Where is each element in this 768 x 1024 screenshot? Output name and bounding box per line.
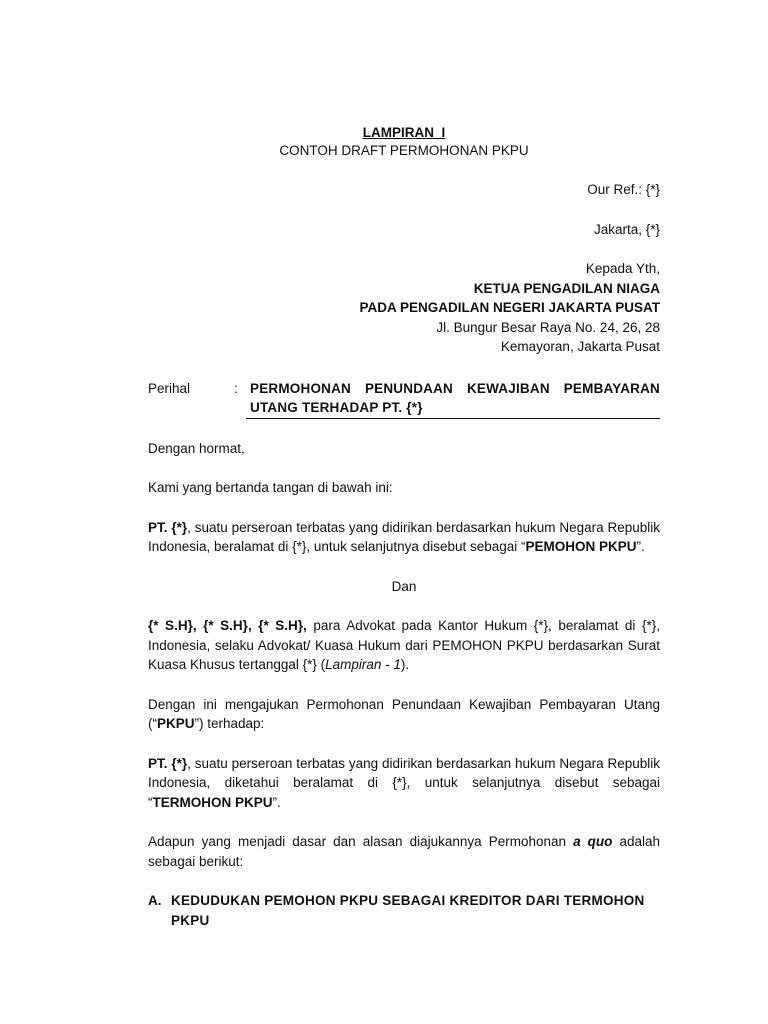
place-date: Jakarta, {*} (593, 221, 660, 237)
mengajukan-term: PKPU (157, 716, 195, 731)
document-page (148, 124, 660, 931)
greeting: Dengan hormat, (148, 440, 245, 456)
document-subtitle: CONTOH DRAFT PERMOHONAN PKPU (279, 143, 529, 158)
pemohon-name: PT. {*} (148, 519, 188, 535)
intro-paragraph: Kami yang bertanda tangan di bawah ini: (148, 480, 393, 495)
dasar-paragraph (148, 832, 660, 871)
advokat-paragraph (148, 616, 660, 675)
recipient-address-2: Kemayoran, Jakarta Pusat (500, 339, 660, 354)
subject-label: Perihal (148, 380, 191, 396)
termohon-name: PT. {*} (148, 755, 188, 771)
pemohon-text-1: , suatu perseroan terbatas yang didirikan berdasarkan hukum Negara Republik Indonesia, beralamat di {*}, untuk selanjutnya disebut sebagai “ (148, 519, 660, 554)
subject-line-2: UTANG TERHADAP PT. {*} (246, 398, 660, 419)
document-title: LAMPIRAN I (362, 125, 446, 140)
advokat-names: {* S.H}, {* S.H}, {* S.H}, (148, 618, 307, 633)
pemohon-paragraph (148, 518, 660, 557)
reference-number: Our Ref.: {*} (587, 182, 660, 197)
section-a-number: A. (148, 893, 162, 908)
subject-value (250, 379, 660, 419)
termohon-term: TERMOHON PKPU (152, 794, 273, 810)
advokat-text-1: para Advokat pada Kantor Hukum {*}, beralamat di {*}, Indonesia, selaku Advokat/ Kuasa Hukum dari PEMOHON PKPU berdasarkan Surat Kuasa Khusus tertanggal {*} ( (148, 618, 660, 672)
advokat-lampiran: Lampiran - 1 (325, 657, 401, 672)
mengajukan-text-1: Dengan ini mengajukan Permohonan Penundaan Kewajiban Pembayaran Utang (“ (148, 696, 660, 731)
termohon-paragraph (148, 754, 660, 813)
dan-separator: Dan (391, 578, 417, 594)
recipient-address-1: Jl. Bungur Besar Raya No. 24, 26, 28 (436, 319, 660, 335)
recipient-salutation: Kepada Yth, (585, 261, 660, 276)
subject-block (148, 379, 660, 419)
dasar-text-2: adalah sebagai berikut: (148, 834, 660, 869)
mengajukan-paragraph (148, 695, 660, 734)
dasar-text-1: Adapun yang menjadi dasar dan alasan diajukannya Permohonan (148, 834, 574, 849)
termohon-text-1: , suatu perseroan terbatas yang didirikan berdasarkan hukum Negara Republik Indonesia, diketahui beralamat di {*}, untuk selanjutnya disebut sebagai “ (148, 755, 660, 810)
pemohon-text-2: ”. (636, 539, 645, 554)
termohon-text-2: ”. (272, 794, 281, 810)
mengajukan-text-2: ”) terhadap: (194, 716, 265, 731)
pemohon-term: PEMOHON PKPU (525, 539, 637, 554)
advokat-text-2: ). (400, 657, 410, 672)
section-a-title: KEDUDUKAN PEMOHON PKPU SEBAGAI KREDITOR DARI TERMOHON PKPU (171, 893, 645, 928)
subject-line-1: PERMOHONAN PENUNDAAN KEWAJIBAN PEMBAYARAN (250, 380, 660, 396)
recipient-line-1: KETUA PENGADILAN NIAGA (473, 280, 660, 296)
dasar-italic: a quo (573, 834, 613, 849)
subject-colon: : (234, 380, 238, 396)
recipient-line-2: PADA PENGADILAN NEGERI JAKARTA PUSAT (359, 300, 660, 315)
recipient-block (148, 259, 660, 357)
section-a-heading (148, 891, 660, 931)
